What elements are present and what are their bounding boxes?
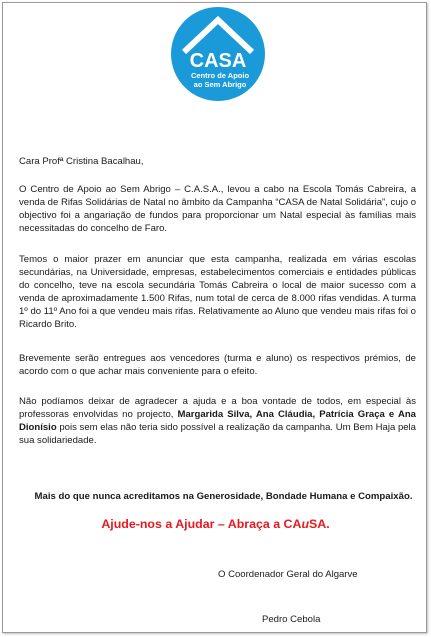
logo-line2: ao Sem Abrigo xyxy=(193,80,247,89)
paragraph-3: Brevemente serão entregues aos vencedores (turma e aluno) os respectivos prémios, de acordo com o que achar mais conveniente para o efeito. xyxy=(19,353,416,377)
signature-name: Pedro Cebola xyxy=(262,614,321,625)
casa-logo xyxy=(170,6,266,102)
paragraph-2: Temos o maior prazer em anunciar que esta campanha, realizada em várias escolas secundárias, na Universidade, empresas, estabelecimentos comerciais e entidades públicas do concelho, teve na escola secundária Tomás Cabreira o local de maior sucesso com a venda de aproximadamente 1.500 Rifas, num total de cerca de 8.000 rifas vendidas. A turma 1º do 11º Ano foi a que vendeu mais rifas. Relativamente ao Aluno que vendeu mais rifas foi o Ricardo Brito. xyxy=(19,254,416,330)
paragraph-4 xyxy=(19,395,416,447)
logo-acronym: CASA xyxy=(189,50,247,72)
signature-title: O Coordenador Geral do Algarve xyxy=(218,569,358,580)
teacher-names: Margarida Silva, Ana Cláudia, Patrícia Graça e Ana Dionísio xyxy=(19,409,416,433)
paragraph-4-after: pois sem elas não teria sido possível a realização da campanha. Um Bem Haja pela sua solidariedade. xyxy=(19,422,416,446)
slogan-help xyxy=(3,517,428,531)
slogan-belief: Mais do que nunca acreditamos na Generosidade, Bondade Humana e Compaixão. xyxy=(34,491,413,502)
greeting: Cara Profª Cristina Bacalhau, xyxy=(19,156,144,167)
logo-line1: Centro de Apoio xyxy=(190,71,250,80)
paragraph-4-before: Não podíamos deixar de agradecer a ajuda e a boa vontade de todos, em especial às professoras envolvidas no projecto, xyxy=(19,396,416,420)
slogan-help-italic-u: u xyxy=(301,517,310,531)
paragraph-1: O Centro de Apoio ao Sem Abrigo – C.A.S.A., levou a cabo na Escola Tomás Cabreira, a venda de Rifas Solidárias de Natal no âmbito da Campanha “CASA de Natal Solidária”, cujo o objectivo foi a angariação de fundos para proporcionar um Natal especial às famílias mais necessitadas do concelho de Faro. xyxy=(19,184,416,234)
slogan-help-part-b: SA. xyxy=(309,517,330,531)
slogan-help-part-a: Ajude-nos a Ajudar – Abraça a CA xyxy=(101,517,302,531)
letter-page xyxy=(2,2,427,633)
